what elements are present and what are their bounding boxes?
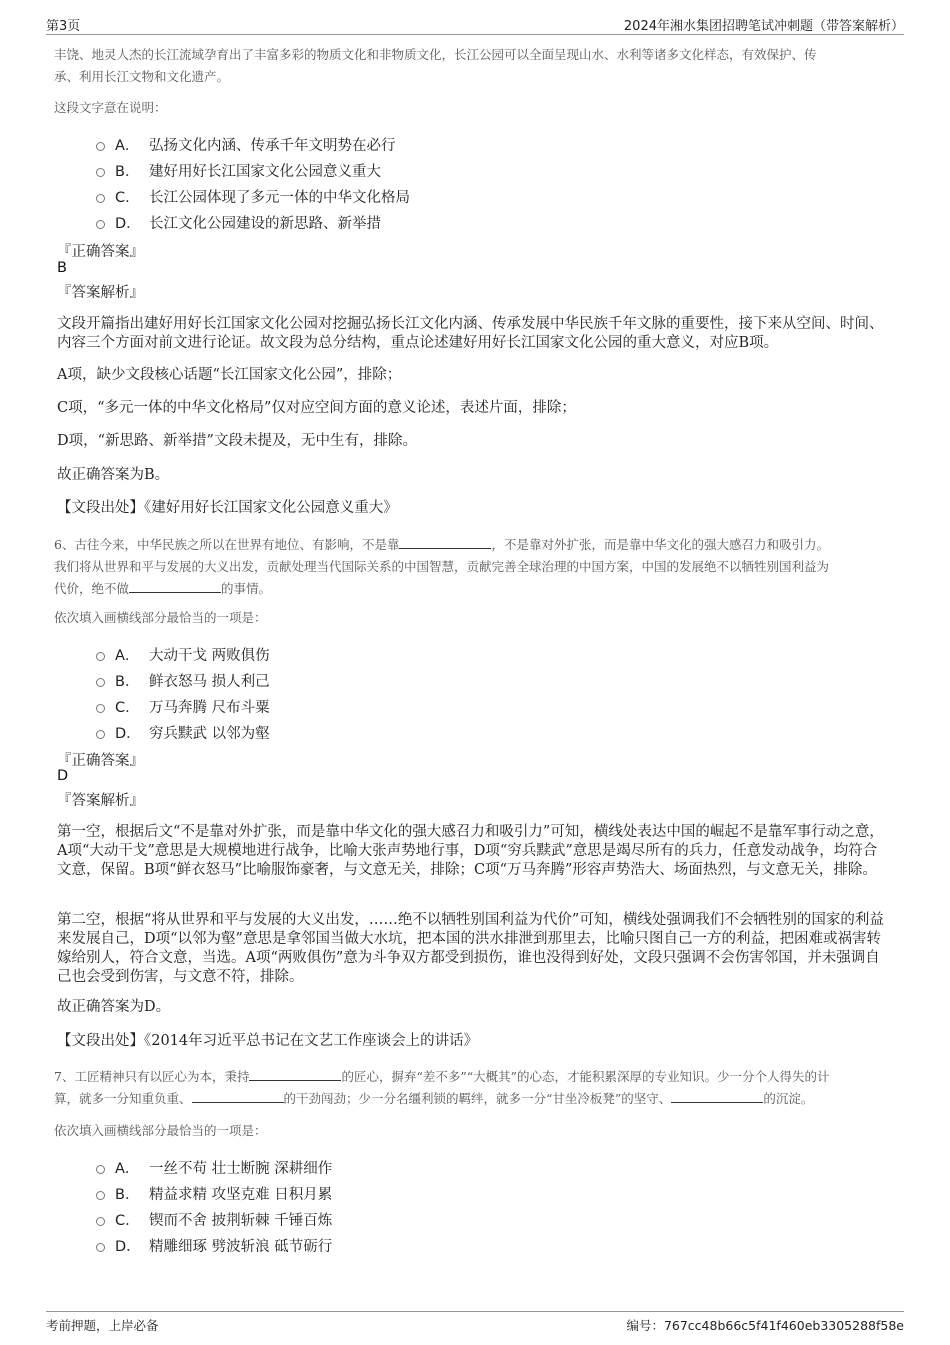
document-title: 2024年湘水集团招聘笔试冲刺题（带答案解析） bbox=[623, 19, 904, 34]
q5-analysis-p2: A项，缺少文段核心话题“长江国家文化公园”，排除； bbox=[57, 367, 402, 383]
q6-blank-2 bbox=[129, 580, 221, 593]
q6-source: 【文段出处】《2014年习近平总书记在文艺工作座谈会上的讲话》 bbox=[57, 1033, 479, 1049]
radio-icon[interactable] bbox=[96, 142, 105, 151]
q6-option-d[interactable]: D． 穷兵黩武 以邻为壑 bbox=[96, 719, 270, 745]
q6-option-c[interactable]: C． 万马奔腾 尺布斗粟 bbox=[96, 693, 270, 719]
q5-prompt: 这段文字意在说明： bbox=[54, 100, 167, 115]
q7-option-d[interactable]: D． 精雕细琢 劈波斩浪 砥节砺行 bbox=[96, 1232, 332, 1258]
q5-option-b[interactable]: B． 建好用好长江国家文化公园意义重大 bbox=[96, 157, 410, 183]
q6-options bbox=[96, 641, 270, 745]
q7-options bbox=[96, 1154, 332, 1258]
radio-icon[interactable] bbox=[96, 1165, 105, 1174]
q5-answer: B bbox=[57, 260, 67, 276]
q7-option-b[interactable]: B． 精益求精 攻坚克难 日积月累 bbox=[96, 1180, 332, 1206]
q7-blank-2 bbox=[192, 1090, 284, 1103]
q5-option-c[interactable]: C． 长江公园体现了多元一体的中华文化格局 bbox=[96, 183, 410, 209]
q5-option-d[interactable]: D． 长江文化公园建设的新思路、新举措 bbox=[96, 209, 410, 235]
q6-correct-label: 『正确答案』 bbox=[57, 753, 144, 769]
footer-slogan: 考前押题，上岸必备 bbox=[46, 1318, 159, 1333]
q6-prompt: 依次填入画横线部分最恰当的一项是： bbox=[54, 610, 267, 625]
q7-option-c[interactable]: C． 锲而不舍 披荆斩棘 千锤百炼 bbox=[96, 1206, 332, 1232]
q6-analysis-label: 『答案解析』 bbox=[57, 793, 144, 809]
q5-options bbox=[96, 131, 410, 235]
q6-option-a[interactable]: A． 大动干戈 两败俱伤 bbox=[96, 641, 270, 667]
q6-stem: 6、古往今来，中华民族之所以在世界有地位、有影响，不是靠 ，不是靠对外扩张，而是靠中华文化的强大感召力和吸引力。 我们将从世界和平与发展的大义出发，贡献处理当代国际关系的中国智慧，贡献完善全球治理的中国方案，中国的发展绝不以牺牲别国利益为 代价，绝不做 的事情。 bbox=[54, 537, 830, 596]
radio-icon[interactable] bbox=[96, 730, 105, 739]
q5-option-a[interactable]: A． 弘扬文化内涵、传承千年文明势在必行 bbox=[96, 131, 410, 157]
q5-analysis-p3: C项，“多元一体的中华文化格局”仅对应空间方面的意义论述，表述片面，排除； bbox=[57, 400, 576, 416]
radio-icon[interactable] bbox=[96, 704, 105, 713]
radio-icon[interactable] bbox=[96, 220, 105, 229]
q6-analysis-p2: 第二空，根据“将从世界和平与发展的大义出发，……绝不以牺牲别国利益为代价”可知，横线处强调我们不会牺牲别的国家的利益来发展自己，D项“以邻为壑”意思是拿邻国当做大水坑，把本国的洪水排泄到那里去，比喻只图自己一方的利益，把困难或祸害转嫁给别人，符合文意，当选。A项“两败俱伤”意为斗争双方都受到损伤，谁也没得到好处，文段只强调不会伤害邻国，并未强调自己也会受到伤害，与文意不符，排除。 bbox=[57, 912, 884, 985]
page-footer bbox=[46, 1311, 904, 1334]
q7-stem: 7、工匠精神只有以匠心为本，秉持 的匠心，摒弃“差不多”“大概其”的心态，才能积累深厚的专业知识。少一分个人得失的计 算，就多一分知重负重、 的干劲闯劲；少一分名缰利锁的羁绊，就多一分“甘坐冷板凳”的坚守、 的沉淀。 bbox=[54, 1069, 830, 1106]
q7-option-a[interactable]: A． 一丝不苟 壮士断腕 深耕细作 bbox=[96, 1154, 332, 1180]
q7-blank-3 bbox=[671, 1090, 763, 1103]
q5-stem: 丰饶、地灵人杰的长江流域孕育出了丰富多彩的物质文化和非物质文化，长江公园可以全面呈现山水、水利等诸多文化样态，有效保护、传 承、利用长江文物和文化遗产。 bbox=[54, 47, 817, 84]
page-number: 第3页 bbox=[46, 19, 81, 34]
radio-icon[interactable] bbox=[96, 168, 105, 177]
q7-blank-1 bbox=[249, 1068, 341, 1081]
radio-icon[interactable] bbox=[96, 1243, 105, 1252]
q7-prompt: 依次填入画横线部分最恰当的一项是： bbox=[54, 1123, 267, 1138]
q6-option-b[interactable]: B． 鲜衣怒马 损人利己 bbox=[96, 667, 270, 693]
q6-answer: D bbox=[57, 768, 69, 784]
radio-icon[interactable] bbox=[96, 652, 105, 661]
q5-source: 【文段出处】《建好用好长江国家文化公园意义重大》 bbox=[57, 500, 398, 516]
footer-id: 编号：767cc48b66c5f41f460eb3305288f58e bbox=[626, 1318, 904, 1333]
q6-blank-1 bbox=[399, 536, 491, 549]
q5-analysis-label: 『答案解析』 bbox=[57, 285, 144, 301]
q6-analysis-p3: 故正确答案为D。 bbox=[57, 999, 171, 1015]
q5-correct-label: 『正确答案』 bbox=[57, 244, 144, 260]
q5-analysis-p4: D项，“新思路、新举措”文段未提及，无中生有，排除。 bbox=[57, 433, 417, 449]
q5-analysis-p5: 故正确答案为B。 bbox=[57, 467, 170, 483]
radio-icon[interactable] bbox=[96, 194, 105, 203]
q5-analysis-p1: 文段开篇指出建好用好长江国家文化公园对挖掘弘扬长江文化内涵、传承发展中华民族千年文脉的重要性，接下来从空间、时间、内容三个方面对前文进行论证。故文段为总分结构，重点论述建好用好长江国家文化公园的重大意义，对应B项。 bbox=[57, 316, 884, 351]
page-header bbox=[46, 12, 904, 35]
q6-analysis-p1: 第一空，根据后文“不是靠对外扩张，而是靠中华文化的强大感召力和吸引力”可知，横线处表达中国的崛起不是靠军事行动之意，A项“大动干戈”意思是大规模地进行战争，比喻大张声势地行事，D项“穷兵黩武”意思是竭尽所有的兵力，任意发动战争，均符合文意，保留。B项“鲜衣怒马”比喻服饰豪奢，与文意无关，排除；C项“万马奔腾”形容声势浩大、场面热烈，与文意无关，排除。 bbox=[57, 824, 884, 878]
radio-icon[interactable] bbox=[96, 1217, 105, 1226]
radio-icon[interactable] bbox=[96, 678, 105, 687]
radio-icon[interactable] bbox=[96, 1191, 105, 1200]
